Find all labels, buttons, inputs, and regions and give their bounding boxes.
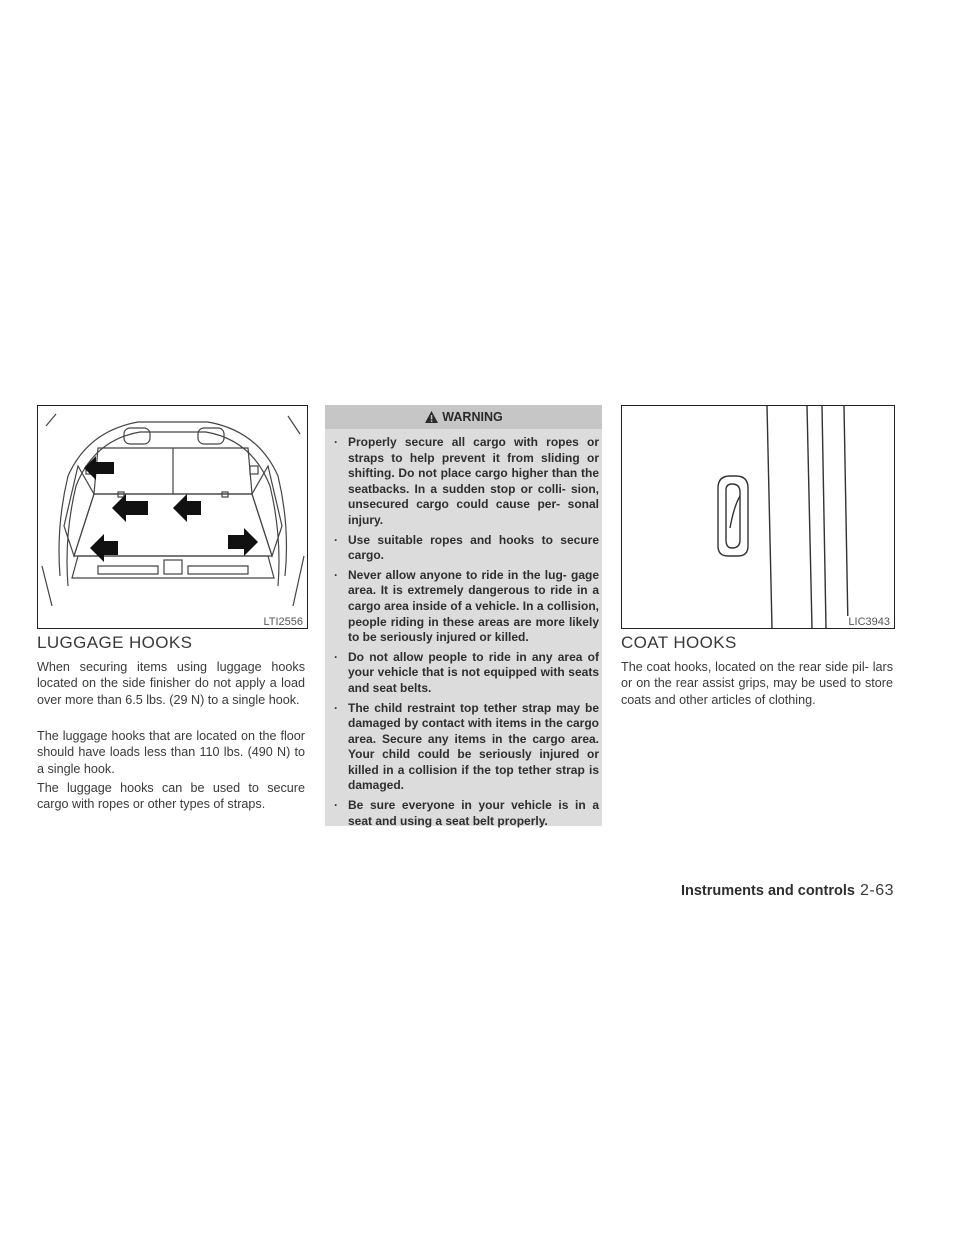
bullet: ·: [334, 649, 338, 664]
bullet: ·: [334, 567, 338, 582]
figure-code: LIC3943: [848, 616, 890, 628]
section-title: Instruments and controls: [680, 883, 855, 899]
bullet: ·: [334, 700, 338, 715]
luggage-hooks-heading: LUGGAGE HOOKS: [37, 633, 193, 652]
warning-triangle-icon: [424, 410, 439, 424]
coat-hook-illustration: [622, 406, 894, 628]
luggage-hooks-figure: [37, 405, 308, 629]
bullet: ·: [334, 532, 338, 547]
warning-item-text: Use suitable ropes and hooks to secure cargo.: [348, 532, 599, 563]
coat-hooks-heading: COAT HOOKS: [621, 633, 737, 652]
cargo-area-illustration: [38, 406, 307, 628]
warning-list: [331, 435, 599, 833]
luggage-hooks-paragraph-1: When securing items using luggage hooks located on the side finisher do not apply a load over more than 6.5 lbs. (29 N) to a single hook.: [37, 660, 305, 707]
page-number: 2-63: [859, 882, 894, 899]
warning-item-text: Be sure everyone in your vehicle is in a seat and using a seat belt properly.: [348, 798, 599, 828]
warning-item: [331, 568, 599, 646]
arrow-icon: [112, 494, 148, 522]
bullet: ·: [334, 435, 338, 449]
warning-title: WARNING: [442, 410, 503, 424]
page-footer: [681, 882, 894, 900]
warning-item-text: Do not allow people to ride in any area of your vehicle that is not equipped with seats and seat belts.: [348, 649, 599, 695]
warning-item: [331, 533, 599, 564]
warning-item-text: Properly secure all cargo with ropes or straps to help prevent it from sliding or shifting. Do not place cargo higher than the seatbacks. In a sudden stop or colli- sion, unsecured cargo could cause per- sonal injury.: [348, 435, 599, 527]
arrow-icon: [228, 528, 258, 556]
warning-item: [331, 701, 599, 795]
bullet: ·: [334, 798, 338, 813]
figure-code: LTI2556: [263, 616, 303, 628]
coat-hooks-paragraph: The coat hooks, located on the rear side pil- lars or on the rear assist grips, may be used to store coats and other articles of clothing.: [621, 660, 893, 707]
luggage-hooks-paragraph-2: The luggage hooks that are located on the floor should have loads less than 110 lbs. (490 N) to a single hook.: [37, 729, 305, 776]
arrow-icon: [90, 534, 118, 562]
warning-item: [331, 650, 599, 697]
luggage-hooks-paragraph-3: The luggage hooks can be used to secure cargo with ropes or other types of straps.: [37, 781, 305, 812]
warning-item-text: The child restraint top tether strap may be damaged by contact with items in the cargo area. Secure any items in the cargo area. Your child could be seriously injured or killed in a collision if the top tether strap is damaged.: [348, 700, 599, 793]
warning-item-text: Never allow anyone to ride in the lug- gage area. It is extremely dangerous to ride in a cargo area inside of a vehicle. In a collision, people riding in these areas are more likely to be seriously injured or killed.: [348, 567, 599, 645]
warning-header: [325, 405, 602, 429]
warning-item: [331, 435, 599, 529]
arrow-icon: [173, 494, 201, 522]
arrow-icon: [84, 456, 114, 480]
coat-hooks-figure: [621, 405, 895, 629]
warning-item: [331, 798, 599, 829]
